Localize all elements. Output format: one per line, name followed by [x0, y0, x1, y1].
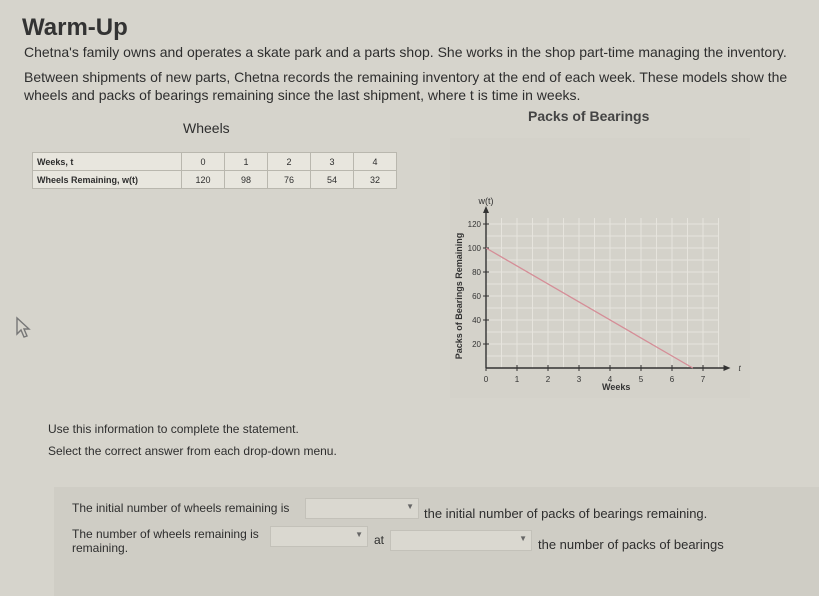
- y-tick-label: 100: [467, 244, 481, 253]
- table-cell: 4: [354, 153, 397, 171]
- instruction-line-1: Use this information to complete the statement.: [48, 422, 299, 436]
- wheels-table: [32, 152, 397, 189]
- caret-down-icon: ▼: [406, 502, 414, 511]
- y-tick-label: 120: [467, 220, 481, 229]
- intro-text-line-1: Chetna's family owns and operates a skate park and a parts shop. She works in the shop part-time managing the inventory.: [24, 44, 787, 60]
- y-tick-label: 20: [472, 340, 481, 349]
- table-cell: 32: [354, 171, 397, 189]
- x-tick-label: 7: [700, 375, 706, 384]
- y-axis-name: w(t): [478, 196, 494, 206]
- table-cell: 54: [311, 171, 354, 189]
- table-cell: 2: [268, 153, 311, 171]
- dropdown-2[interactable]: [270, 526, 368, 547]
- x-axis-name: t: [738, 364, 741, 373]
- table-cell: 120: [182, 171, 225, 189]
- plot-background: [450, 138, 750, 398]
- x-tick-label: 5: [638, 375, 644, 384]
- statement-1-suffix: the initial number of packs of bearings remaining.: [424, 506, 708, 521]
- statement-2-prefix-line-2: remaining.: [72, 541, 129, 555]
- page-title: Warm-Up: [22, 14, 128, 41]
- x-tick-label: 2: [545, 375, 551, 384]
- x-tick-label: 4: [607, 375, 613, 384]
- row-header-wheels-remaining: Wheels Remaining, w(t): [33, 171, 182, 189]
- table-cell: 0: [182, 153, 225, 171]
- caret-down-icon: ▼: [355, 530, 363, 539]
- table-row: [33, 171, 397, 189]
- mouse-cursor-icon: [14, 316, 34, 340]
- statement-1-prefix: The initial number of wheels remaining is: [72, 501, 290, 515]
- statement-2-prefix-line-1: The number of wheels remaining is: [72, 527, 259, 541]
- instruction-line-2: Select the correct answer from each drop-down menu.: [48, 444, 337, 458]
- x-tick-label: 6: [669, 375, 675, 384]
- statement-2-suffix: the number of packs of bearings: [538, 537, 724, 552]
- bearings-heading: Packs of Bearings: [528, 108, 650, 124]
- y-tick-label: 60: [472, 292, 481, 301]
- y-tick-label: 80: [472, 268, 481, 277]
- dropdown-1[interactable]: [305, 498, 419, 519]
- wheels-heading: Wheels: [183, 120, 230, 136]
- y-axis-label: Packs of Bearings Remaining: [454, 232, 464, 360]
- bearings-graph: [450, 138, 750, 398]
- table-cell: 76: [268, 171, 311, 189]
- row-header-weeks: Weeks, t: [33, 153, 182, 171]
- x-tick-label: 3: [576, 375, 582, 384]
- statement-2-at: at: [374, 533, 385, 547]
- x-tick-label: 1: [514, 375, 520, 384]
- table-cell: 1: [225, 153, 268, 171]
- intro-text-line-2: Between shipments of new parts, Chetna records the remaining inventory at the end of each week. These models show the wheels and packs of bearings remaining since the last shipment, where t is time in weeks.: [24, 69, 788, 103]
- statement-2-prefix: [72, 527, 259, 555]
- y-tick-label: 40: [472, 316, 481, 325]
- table-cell: 3: [311, 153, 354, 171]
- dropdown-3[interactable]: [390, 530, 532, 551]
- x-axis-label: Weeks: [602, 382, 631, 392]
- table-cell: 98: [225, 171, 268, 189]
- table-row: [33, 153, 397, 171]
- caret-down-icon: ▼: [519, 534, 527, 543]
- x-tick-label: 0: [483, 375, 489, 384]
